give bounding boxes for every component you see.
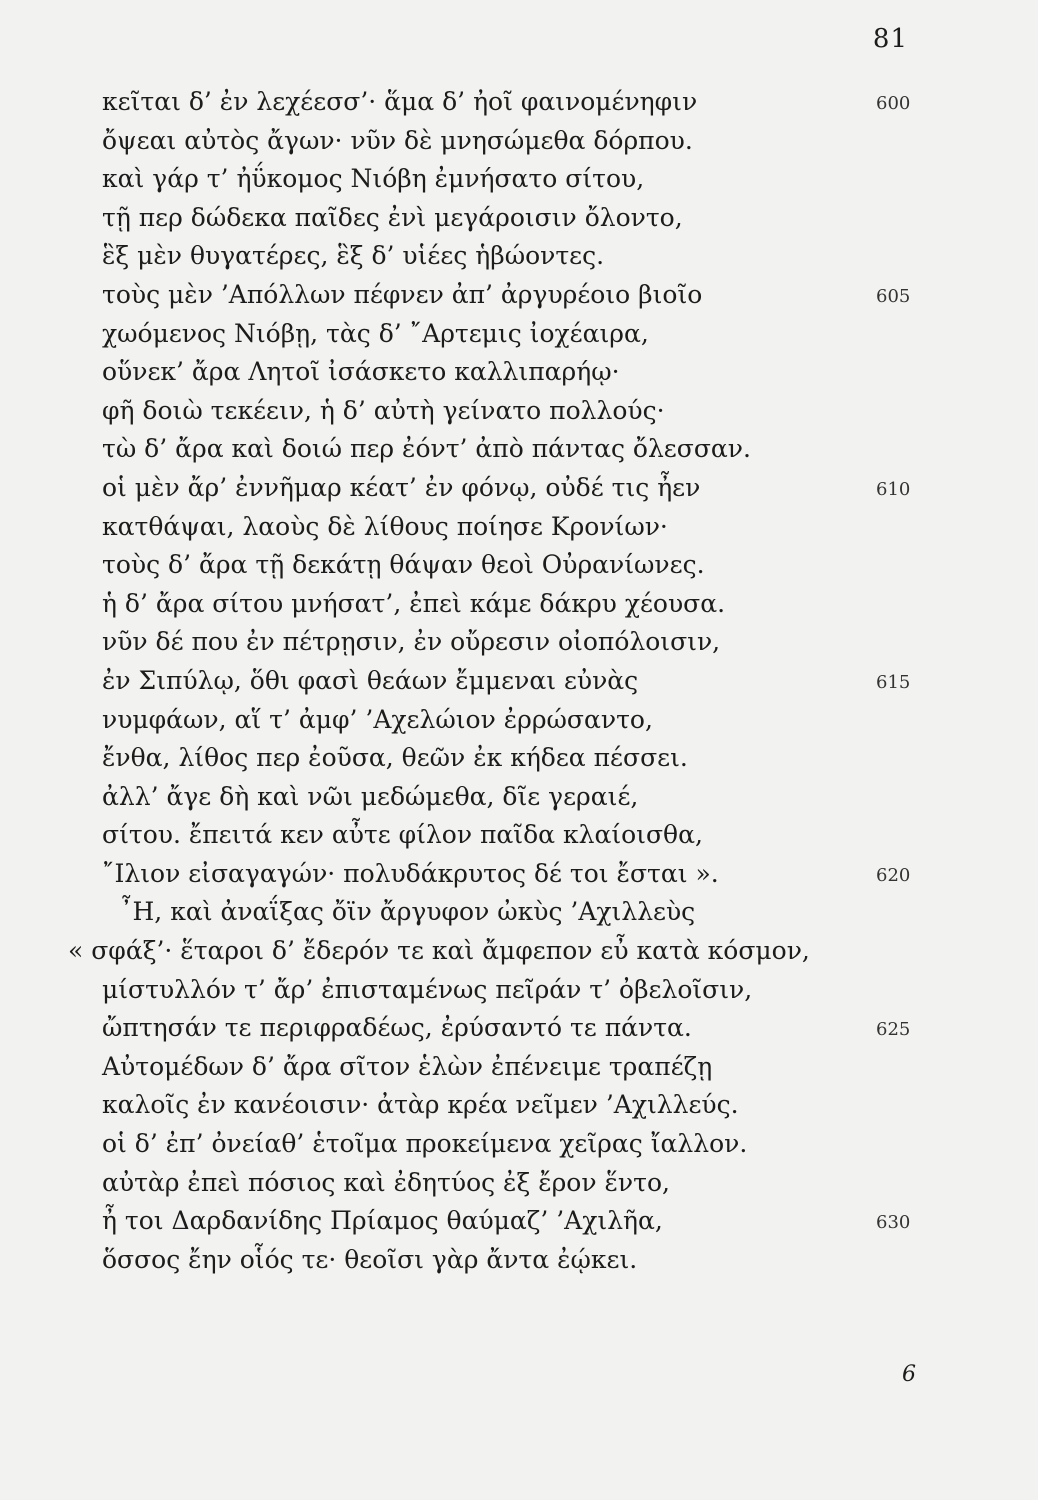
verse-line-text: κεῖται δ’ ἐν λεχέεσσ’· ἅμα δ’ ἠοῖ φαινομένηφιν [102,87,698,116]
verse-line-text: ῎Ιλιον εἰσαγαγών· πολυδάκρυτος δέ τοι ἔσται ». [102,858,719,888]
verse-line [102,430,922,469]
verse-line [102,893,922,932]
verse-line [102,701,922,740]
verse-line-text: « σφάξ’· ἕταροι δ’ ἔδερόν τε καὶ ἄμφεπον εὖ κατὰ κόσμον, [68,936,810,966]
verse-line-text: τοὺς μὲν ’Απόλλων πέφνεν ἀπ’ ἀργυρέοιο βιοῖο [102,279,703,309]
verse-line [102,276,922,315]
verse-line-text: τὼ δ’ ἄρα καὶ δοιώ περ ἐόντ’ ἀπὸ πάντας ὄλεσσαν. [102,434,751,464]
verse-line-text: ὤπτησάν τε περιφραδέως, ἐρύσαντό τε πάντα. [102,1013,692,1043]
verse-line [102,315,922,354]
verse-line-text: οἱ μὲν ἄρ’ ἐννῆμαρ κέατ’ ἐν φόνῳ, οὐδέ τις ἦεν [102,472,701,502]
verse-line-text: σίτου. ἔπειτά κεν αὖτε φίλον παῖδα κλαίοισθα, [102,820,703,850]
line-number: 615 [876,671,911,693]
verse-line [102,816,922,855]
verse-line [102,1164,922,1203]
page-number: 81 [872,24,908,54]
verse-line [102,546,922,585]
verse-line [102,469,922,508]
verse-line-text: οὕνεκ’ ἄρα Λητοῖ ἰσάσκετο καλλιπαρήῳ· [102,357,620,387]
verse-line-text: ἔνθα, λίθος περ ἐοῦσα, θεῶν ἐκ κήδεα πέσσει. [102,743,688,773]
verse-line [102,160,922,199]
verse-line [102,971,922,1010]
verse-line [102,1086,922,1125]
verse-line-text: ἓξ μὲν θυγατέρες, ἓξ δ’ υἱέες ἡβώοντες. [102,241,605,271]
verse-line [102,237,922,276]
line-number: 600 [876,93,911,114]
verse-line-text: ῏Η, καὶ ἀναΐξας ὄϊν ἄργυφον ὠκὺς ’Αχιλλεὺς [120,897,696,927]
verse-line [102,353,922,392]
signature-mark: 6 [902,1362,916,1387]
verse-line [102,508,922,547]
verse-line [102,778,922,817]
verse-line-text: νῦν δέ που ἐν πέτρῃσιν, ἐν οὔρεσιν οἰοπόλοισιν, [102,627,721,657]
verse-line-text: ἀλλ’ ἄγε δὴ καὶ νῶι μεδώμεθα, δῖε γεραιέ, [102,781,639,811]
verse-line-text: τοὺς δ’ ἄρα τῇ δεκάτῃ θάψαν θεοὶ Οὐρανίωνες. [102,550,705,580]
line-number: 625 [876,1019,911,1041]
verse-line [68,932,922,971]
verse-line-text: Αὐτομέδων δ’ ἄρα σῖτον ἑλὼν ἐπένειμε τραπέζῃ [102,1051,713,1081]
verse-line-text: τῇ περ δώδεκα παῖδες ἐνὶ μεγάροισιν ὄλοντο, [102,202,683,232]
verse-line-text: ἐν Σιπύλῳ, ὅθι φασὶ θεάων ἔμμεναι εὐνὰς [102,665,639,695]
verse-line [102,83,922,122]
line-number: 630 [876,1212,911,1234]
verse-line [102,1125,922,1164]
verse-line-text: αὐτὰρ ἐπεὶ πόσιος καὶ ἐδητύος ἐξ ἔρον ἕντο, [102,1167,670,1197]
verse-line-text: ὅσσος ἔην οἷός τε· θεοῖσι γὰρ ἄντα ἐῴκει. [102,1244,638,1274]
verse-line-text: ὄψεαι αὐτὸς ἄγων· νῦν δὲ μνησώμεθα δόρπου. [102,125,693,155]
verse-line-text: χωόμενος Νιόβῃ, τὰς δ’ ῎Αρτεμις ἰοχέαιρα, [102,318,649,348]
verse-line [102,855,922,894]
verse-line [102,1241,922,1280]
verse-line-text: οἱ δ’ ἐπ’ ὀνείαθ’ ἑτοῖμα προκείμενα χεῖρας ἴαλλον. [102,1129,748,1159]
verse-line [102,662,922,701]
line-number: 605 [876,285,911,307]
verse-line [102,1009,922,1048]
line-number: 610 [876,478,911,500]
verse-line [102,1202,922,1241]
verse-line [102,392,922,431]
verse-line [102,199,922,238]
verse-line [102,122,922,161]
verse-line [102,1048,922,1087]
verse-line-text: ἡ δ’ ἄρα σίτου μνήσατ’, ἐπεὶ κάμε δάκρυ χέουσα. [102,588,726,618]
line-number: 620 [876,864,911,886]
verse-line-text: καὶ γάρ τ’ ἠΰκομος Νιόβη ἐμνήσατο σίτου, [102,164,645,194]
verse-line-text: νυμφάων, αἵ τ’ ἀμφ’ ’Αχελώιον ἐρρώσαντο, [102,704,653,734]
verse-text [68,83,922,1279]
verse-line-text: καλοῖς ἐν κανέοισιν· ἀτὰρ κρέα νεῖμεν ’Αχιλλεύς. [102,1090,739,1120]
verse-line [102,739,922,778]
verse-line [102,585,922,624]
verse-line-text: φῆ δοιὼ τεκέειν, ἡ δ’ αὐτὴ γείνατο πολλούς· [102,395,665,425]
verse-line [102,623,922,662]
verse-line-text: ἦ τοι Δαρδανίδης Πρίαμος θαύμαζ’ ’Αχιλῆα, [102,1206,663,1236]
verse-line-text: κατθάψαι, λαοὺς δὲ λίθους ποίησε Κρονίων· [102,511,668,541]
verse-line-text: μίστυλλόν τ’ ἄρ’ ἐπισταμένως πεῖράν τ’ ὀβελοῖσιν, [102,974,753,1004]
